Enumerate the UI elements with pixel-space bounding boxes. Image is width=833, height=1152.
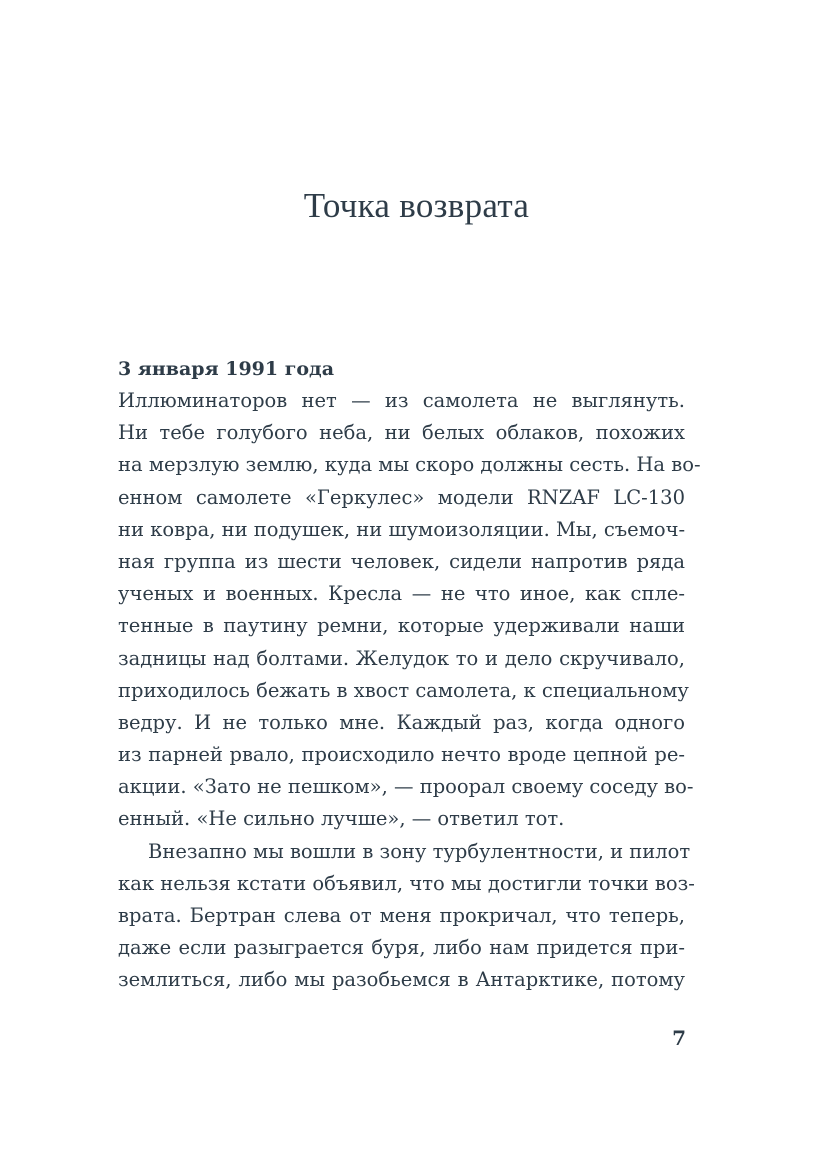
text-line: из парней рвало, происходило нечто вроде цепной ре-	[118, 743, 685, 767]
text-line: Иллюминаторов нет — из самолета не выглянуть.	[118, 389, 685, 412]
paragraph-1	[118, 385, 701, 836]
page-number: 7	[672, 1026, 686, 1050]
paragraph-2	[118, 836, 695, 997]
text-line: приходилось бежать в хвост самолета, к специальному	[118, 678, 689, 702]
text-line: енном самолете «Геркулес» модели RNZAF LC-130	[118, 485, 685, 509]
text-line: землиться, либо мы разобьемся в Антарктике, потому	[118, 968, 685, 992]
text-line: ни ковра, ни подушек, ни шумоизоляции. Мы, съемоч-	[118, 517, 686, 541]
text-line: Ни тебе голубого неба, ни белых облаков, похожих	[118, 421, 685, 445]
text-line: даже если разыграется буря, либо нам придется при-	[118, 936, 685, 960]
date-heading: 3 января 1991 года	[118, 358, 335, 380]
text-line: задницы над болтами. Желудок то и дело скручивало,	[118, 646, 685, 670]
text-line: Внезапно мы вошли в зону турбулентности, и пилот	[148, 839, 691, 863]
text-line: врата. Бертран слева от меня прокричал, что теперь,	[118, 904, 685, 927]
text-line: как нельзя кстати объявил, что мы достигли точки воз-	[118, 871, 695, 895]
text-line: акции. «Зато не пешком», — проорал своему соседу во-	[118, 775, 694, 799]
text-line: ученых и военных. Кресла — не что иное, как спле-	[118, 582, 685, 606]
text-line: енный. «Не сильно лучше», — ответил тот.	[118, 807, 565, 831]
body-text	[118, 353, 701, 997]
text-line: ная группа из шести человек, сидели напротив ряда	[118, 549, 685, 573]
text-line: на мерзлую землю, куда мы скоро должны сесть. На во-	[118, 453, 701, 477]
text-line: ведру. И не только мне. Каждый раз, когда одного	[118, 710, 685, 734]
chapter-title: Точка возврата	[303, 186, 530, 225]
text-line: тенные в паутину ремни, которые удерживали наши	[118, 614, 685, 638]
